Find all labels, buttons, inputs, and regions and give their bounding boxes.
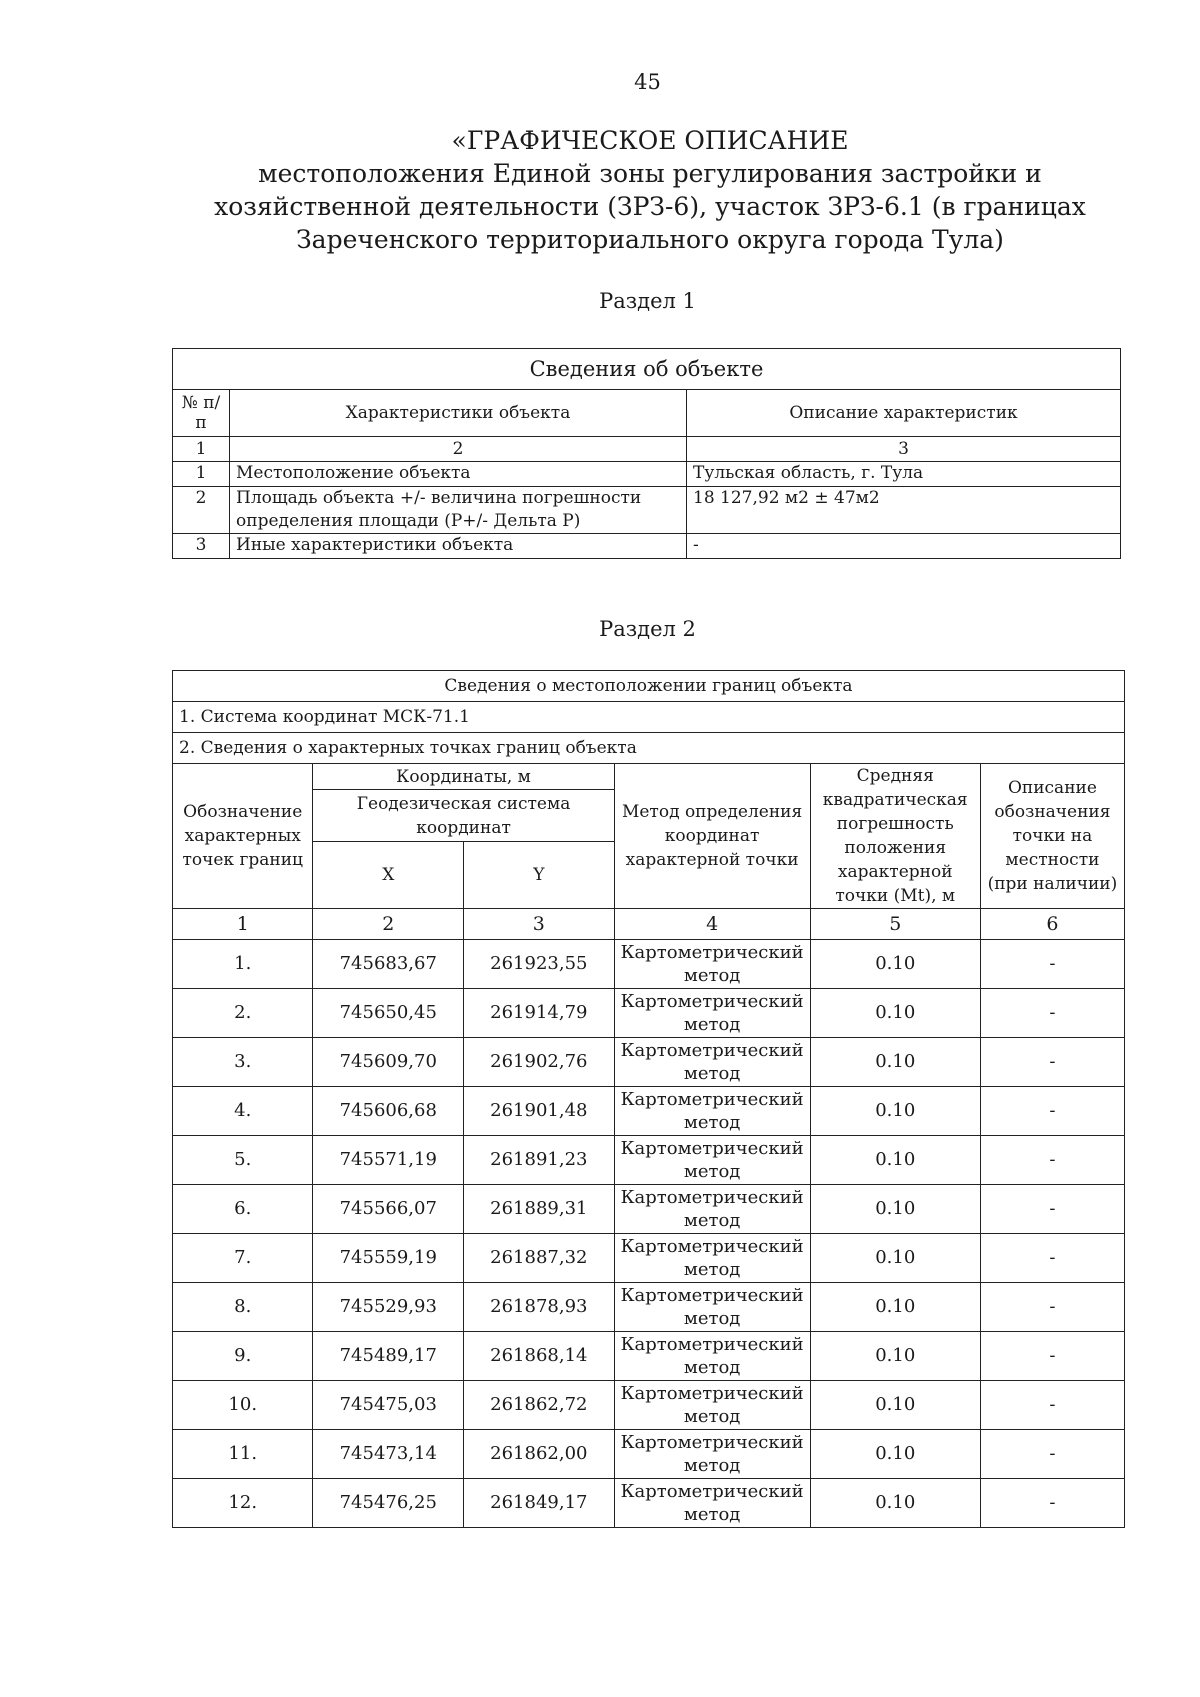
point-y: 261902,76 — [464, 1038, 615, 1087]
point-mt: 0.10 — [810, 940, 980, 989]
point-x: 745566,07 — [313, 1185, 464, 1234]
header-error: Средняя квадратическая погрешность положения характерной точки (Mt), м — [810, 764, 980, 909]
header-coordinates: Координаты, м — [313, 764, 614, 790]
colnum: 3 — [687, 437, 1121, 462]
title-line-1: «ГРАФИЧЕСКОЕ ОПИСАНИЕ — [451, 126, 849, 155]
point-x: 745489,17 — [313, 1332, 464, 1381]
header-y: Y — [464, 842, 615, 909]
row-num: 2 — [173, 487, 230, 534]
point-mt: 0.10 — [810, 1136, 980, 1185]
point-method: Картометрический метод — [614, 1332, 810, 1381]
point-number: 8. — [173, 1283, 313, 1332]
point-description: - — [980, 1332, 1124, 1381]
point-description: - — [980, 1479, 1124, 1528]
point-y: 261923,55 — [464, 940, 615, 989]
header-num: № п/п — [173, 390, 230, 437]
point-mt: 0.10 — [810, 1430, 980, 1479]
point-description: - — [980, 1234, 1124, 1283]
colnum: 1 — [173, 909, 313, 940]
colnum: 6 — [980, 909, 1124, 940]
row-characteristic: Иные характеристики объекта — [230, 534, 687, 559]
table-row — [173, 1332, 1125, 1381]
point-y: 261887,32 — [464, 1234, 615, 1283]
table-row — [173, 534, 1121, 559]
point-method: Картометрический метод — [614, 1479, 810, 1528]
table-row — [173, 940, 1125, 989]
object-info-caption: Сведения об объекте — [173, 349, 1121, 390]
point-mt: 0.10 — [810, 1087, 980, 1136]
point-mt: 0.10 — [810, 989, 980, 1038]
colnum: 4 — [614, 909, 810, 940]
object-info-table — [172, 348, 1121, 559]
colnum: 3 — [464, 909, 615, 940]
document-title — [180, 124, 1120, 256]
point-method: Картометрический метод — [614, 1283, 810, 1332]
point-mt: 0.10 — [810, 1381, 980, 1430]
point-y: 261891,23 — [464, 1136, 615, 1185]
point-x: 745476,25 — [313, 1479, 464, 1528]
point-y: 261862,72 — [464, 1381, 615, 1430]
point-method: Картометрический метод — [614, 1087, 810, 1136]
point-number: 7. — [173, 1234, 313, 1283]
table-row — [173, 1234, 1125, 1283]
table-row — [173, 487, 1121, 534]
point-description: - — [980, 1430, 1124, 1479]
point-method: Картометрический метод — [614, 1234, 810, 1283]
table-row — [173, 989, 1125, 1038]
point-x: 745650,45 — [313, 989, 464, 1038]
boundary-caption: Сведения о местоположении границ объекта — [173, 671, 1125, 702]
point-method: Картометрический метод — [614, 989, 810, 1038]
table-row — [173, 462, 1121, 487]
row-characteristic: Местоположение объекта — [230, 462, 687, 487]
point-x: 745475,03 — [313, 1381, 464, 1430]
point-x: 745571,19 — [313, 1136, 464, 1185]
point-y: 261878,93 — [464, 1283, 615, 1332]
row-description: - — [687, 534, 1121, 559]
point-mt: 0.10 — [810, 1283, 980, 1332]
boundary-points-table — [172, 670, 1125, 1528]
coordinate-system: 1. Система координат МСК-71.1 — [173, 702, 1125, 733]
point-y: 261914,79 — [464, 989, 615, 1038]
point-mt: 0.10 — [810, 1332, 980, 1381]
point-mt: 0.10 — [810, 1185, 980, 1234]
point-description: - — [980, 989, 1124, 1038]
point-description: - — [980, 1136, 1124, 1185]
row-description: Тульская область, г. Тула — [687, 462, 1121, 487]
header-method: Метод определения координат характерной точки — [614, 764, 810, 909]
point-number: 10. — [173, 1381, 313, 1430]
point-mt: 0.10 — [810, 1234, 980, 1283]
point-y: 261889,31 — [464, 1185, 615, 1234]
row-characteristic: Площадь объекта +/- величина погрешности определения площади (Р+/- Дельта Р) — [230, 487, 687, 534]
point-y: 261901,48 — [464, 1087, 615, 1136]
point-x: 745529,93 — [313, 1283, 464, 1332]
points-caption: 2. Сведения о характерных точках границ объекта — [173, 733, 1125, 764]
point-number: 4. — [173, 1087, 313, 1136]
table-row — [173, 1430, 1125, 1479]
section-2-heading: Раздел 2 — [599, 617, 696, 641]
row-num: 3 — [173, 534, 230, 559]
table-row — [173, 1479, 1125, 1528]
header-designation: Обозначение характерных точек границ — [173, 764, 313, 909]
point-description: - — [980, 1381, 1124, 1430]
table-row — [173, 1185, 1125, 1234]
colnum: 2 — [230, 437, 687, 462]
header-description: Описание характеристик — [687, 390, 1121, 437]
point-number: 5. — [173, 1136, 313, 1185]
point-mt: 0.10 — [810, 1479, 980, 1528]
section-1-heading: Раздел 1 — [599, 289, 696, 313]
title-line-2: местоположения Единой зоны регулирования застройки и хозяйственной деятельности (ЗРЗ-6), участок ЗРЗ-6.1 (в границах Зареченского территориального округа города Тула) — [214, 159, 1086, 254]
header-geo-system: Геодезическая система координат — [313, 790, 614, 842]
point-y: 261862,00 — [464, 1430, 615, 1479]
point-description: - — [980, 1087, 1124, 1136]
row-num: 1 — [173, 462, 230, 487]
point-y: 261868,14 — [464, 1332, 615, 1381]
point-y: 261849,17 — [464, 1479, 615, 1528]
point-mt: 0.10 — [810, 1038, 980, 1087]
point-description: - — [980, 1283, 1124, 1332]
point-number: 1. — [173, 940, 313, 989]
header-point-description: Описание обозначения точки на местности (при наличии) — [980, 764, 1124, 909]
point-number: 2. — [173, 989, 313, 1038]
point-description: - — [980, 940, 1124, 989]
colnum: 1 — [173, 437, 230, 462]
header-x: X — [313, 842, 464, 909]
point-description: - — [980, 1038, 1124, 1087]
row-description: 18 127,92 м2 ± 47м2 — [687, 487, 1121, 534]
point-number: 3. — [173, 1038, 313, 1087]
point-method: Картометрический метод — [614, 1136, 810, 1185]
point-method: Картометрический метод — [614, 1430, 810, 1479]
point-description: - — [980, 1185, 1124, 1234]
point-x: 745683,67 — [313, 940, 464, 989]
page-number: 45 — [634, 70, 661, 94]
point-number: 6. — [173, 1185, 313, 1234]
points-body — [173, 940, 1125, 1528]
point-number: 12. — [173, 1479, 313, 1528]
table-row — [173, 1087, 1125, 1136]
point-x: 745473,14 — [313, 1430, 464, 1479]
point-method: Картометрический метод — [614, 1038, 810, 1087]
point-method: Картометрический метод — [614, 940, 810, 989]
table-row — [173, 1038, 1125, 1087]
point-method: Картометрический метод — [614, 1381, 810, 1430]
colnum: 5 — [810, 909, 980, 940]
point-x: 745609,70 — [313, 1038, 464, 1087]
point-number: 9. — [173, 1332, 313, 1381]
header-characteristics: Характеристики объекта — [230, 390, 687, 437]
point-method: Картометрический метод — [614, 1185, 810, 1234]
point-x: 745559,19 — [313, 1234, 464, 1283]
table-row — [173, 1136, 1125, 1185]
point-number: 11. — [173, 1430, 313, 1479]
colnum: 2 — [313, 909, 464, 940]
point-x: 745606,68 — [313, 1087, 464, 1136]
table-row — [173, 1381, 1125, 1430]
table-row — [173, 1283, 1125, 1332]
